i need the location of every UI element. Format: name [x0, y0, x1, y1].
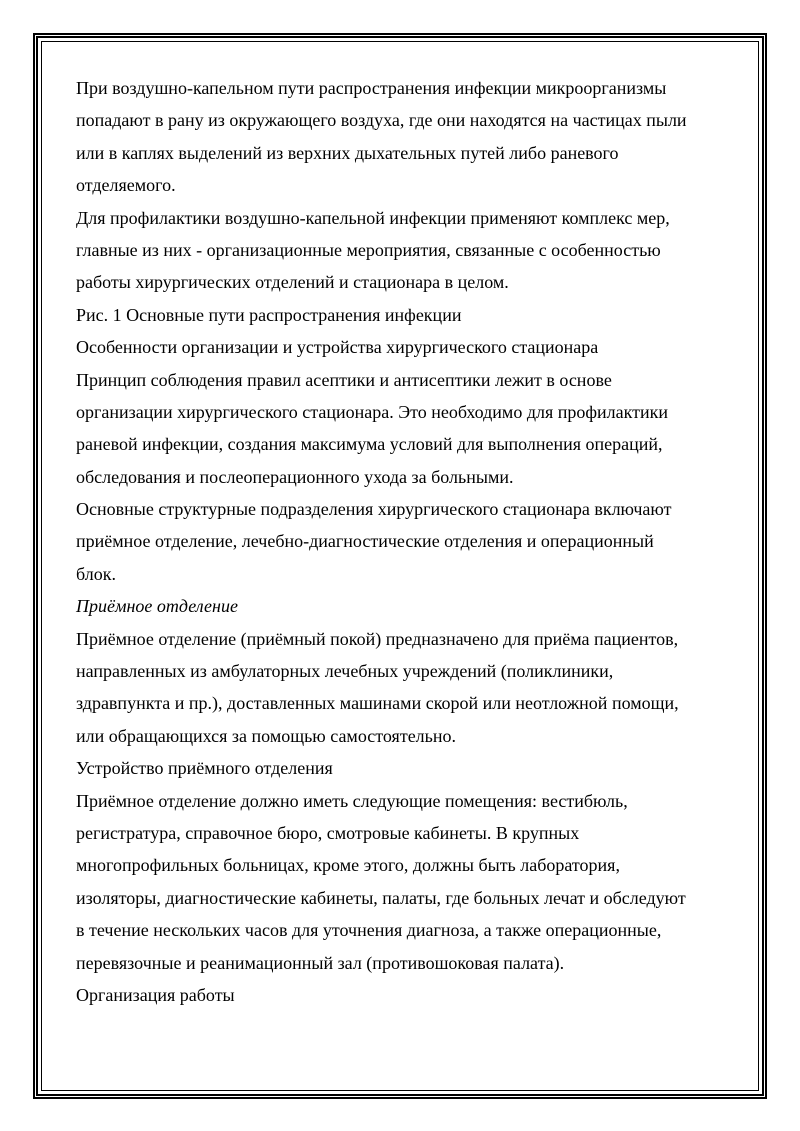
- text-line: регистратура, справочное бюро, смотровые кабинеты. В крупных: [76, 822, 580, 843]
- text-line: отделяемого.: [76, 175, 176, 196]
- text-line: или обращающихся за помощью самостоятельно.: [76, 725, 457, 746]
- text-line: приёмное отделение, лечебно-диагностические отделения и операционный: [76, 531, 654, 552]
- section-heading: Приёмное отделение: [76, 596, 238, 617]
- text-line: изоляторы, диагностические кабинеты, палаты, где больных лечат и обследуют: [76, 887, 686, 908]
- text-line: Устройство приёмного отделения: [76, 758, 333, 779]
- text-line: Организация работы: [76, 984, 235, 1005]
- text-line: Принцип соблюдения правил асептики и антисептики лежит в основе: [76, 369, 612, 390]
- text-line: Рис. 1 Основные пути распространения инфекции: [76, 304, 462, 325]
- text-line: При воздушно-капельном пути распространения инфекции микроорганизмы: [76, 78, 667, 98]
- text-line: направленных из амбулаторных лечебных учреждений (поликлиники,: [76, 661, 614, 682]
- text-line: блок.: [76, 563, 116, 584]
- text-line: многопрофильных больницах, кроме этого, должны быть лаборатория,: [76, 855, 620, 876]
- document-body: [76, 72, 736, 1011]
- text-line: раневой инфекции, создания максимума условий для выполнения операций,: [76, 434, 663, 455]
- text-line: работы хирургических отделений и стационара в целом.: [76, 272, 509, 293]
- text-line: Приёмное отделение (приёмный покой) предназначено для приёма пациентов,: [76, 628, 679, 649]
- text-line: Приёмное отделение должно иметь следующие помещения: вестибюль,: [76, 790, 628, 811]
- text-line: организации хирургического стационара. Это необходимо для профилактики: [76, 401, 669, 422]
- text-line: Основные структурные подразделения хирургического стационара включают: [76, 499, 672, 520]
- text-line: Особенности организации и устройства хирургического стационара: [76, 337, 599, 358]
- text-line: в течение нескольких часов для уточнения диагноза, а также операционные,: [76, 920, 662, 941]
- text-line: главные из них - организационные мероприятия, связанные с особенностью: [76, 239, 661, 260]
- text-line: или в каплях выделений из верхних дыхательных путей либо раневого: [76, 142, 619, 163]
- text-line: обследования и послеоперационного ухода за больными.: [76, 466, 514, 487]
- text-line: попадают в рану из окружающего воздуха, где они находятся на частицах пыли: [76, 110, 687, 131]
- text-line: здравпункта и пр.), доставленных машинами скорой или неотложной помощи,: [76, 693, 679, 714]
- text-line: перевязочные и реанимационный зал (противошоковая палата).: [76, 952, 565, 973]
- text-line: Для профилактики воздушно-капельной инфекции применяют комплекс мер,: [76, 207, 670, 228]
